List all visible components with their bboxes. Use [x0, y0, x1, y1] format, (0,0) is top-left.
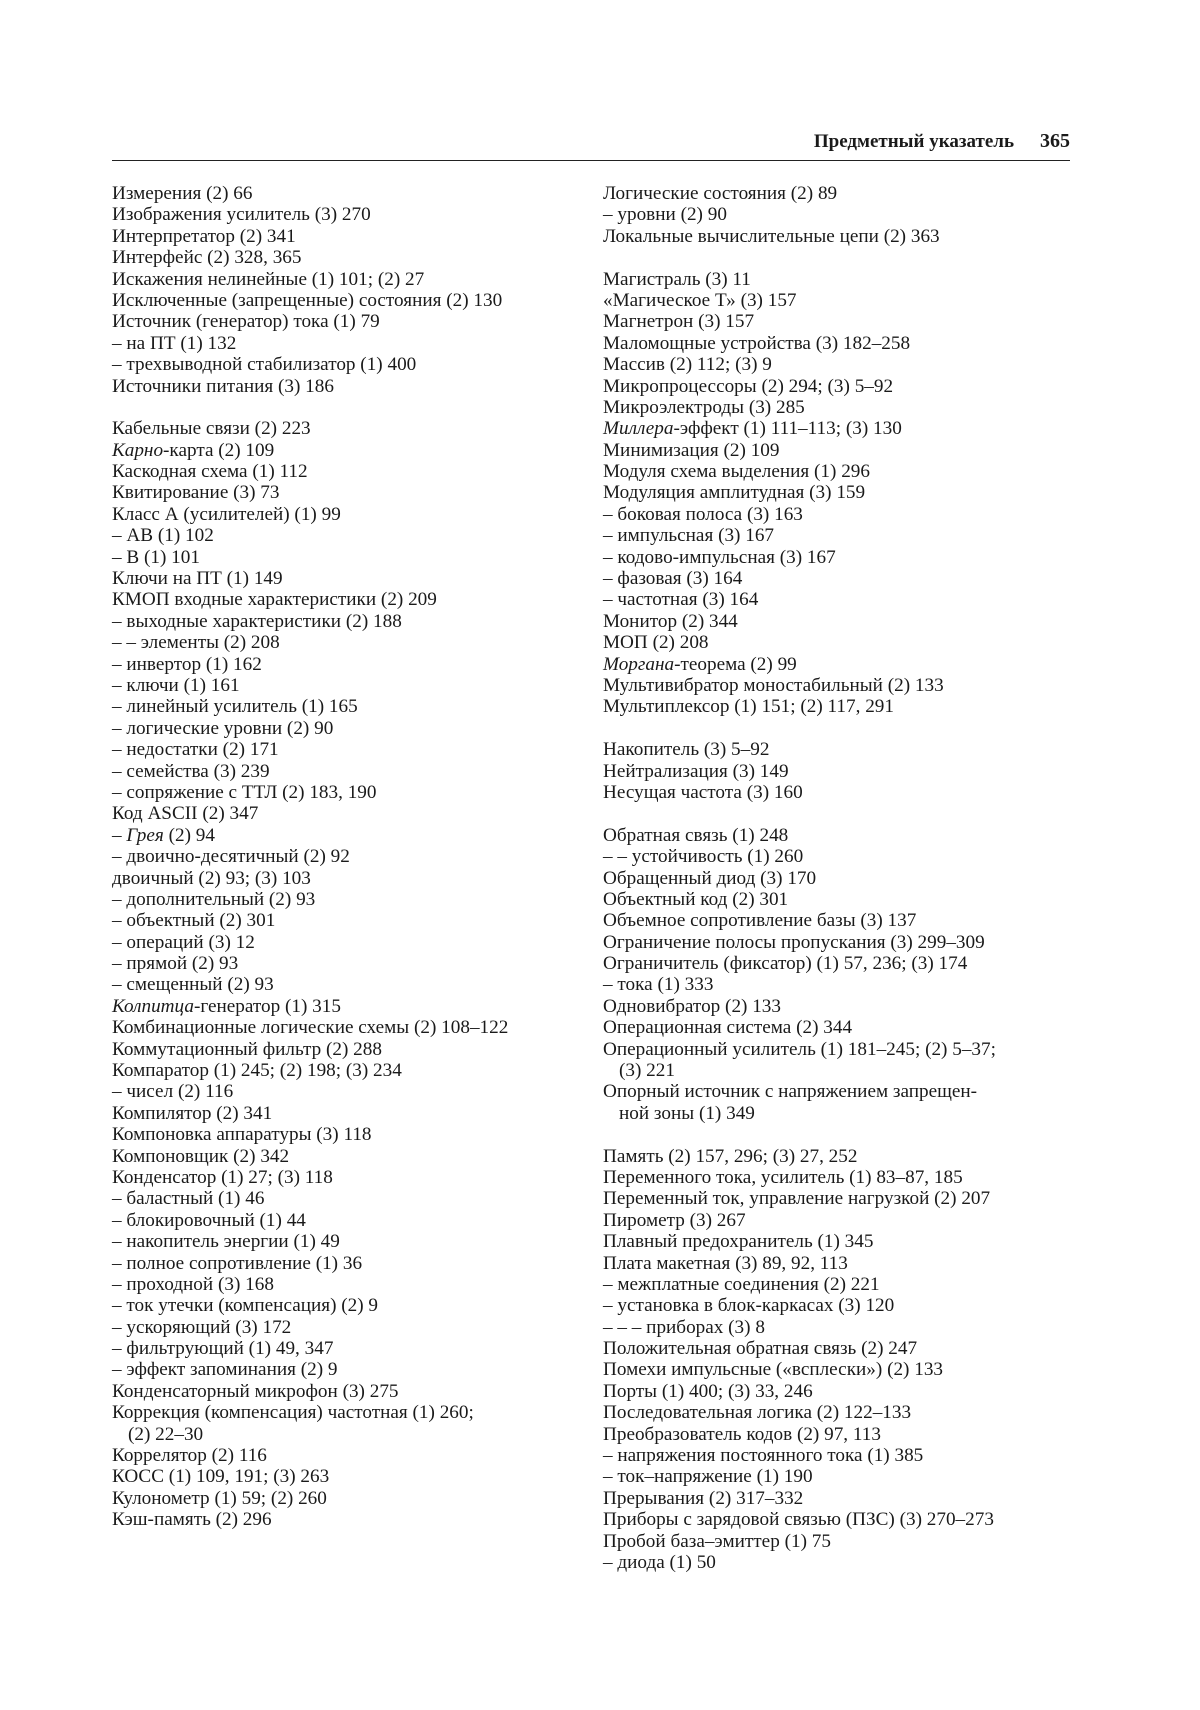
index-entry: – трехвыводной стабилизатор (1) 400	[112, 354, 417, 376]
index-entry: Коррелятор (2) 116	[112, 1445, 267, 1467]
index-entry: – частотная (3) 164	[603, 589, 759, 611]
index-entry: Приборы с зарядовой связью (ПЗС) (3) 270–273	[603, 1509, 994, 1531]
index-entry: Модуля схема выделения (1) 296	[603, 461, 870, 483]
index-entry: – эффект запоминания (2) 9	[112, 1359, 338, 1381]
index-entry: Код ASCII (2) 347	[112, 803, 259, 825]
index-entry: Монитор (2) 344	[603, 610, 738, 632]
index-entry: Интерпретатор (2) 341	[112, 225, 296, 247]
index-entry: МОП (2) 208	[603, 632, 709, 654]
index-entry: Несущая частота (3) 160	[603, 781, 803, 803]
index-entry: Класс А (усилителей) (1) 99	[112, 503, 341, 525]
index-entry: Магистраль (3) 11	[603, 268, 751, 290]
index-entry: Карно-карта (2) 109	[112, 439, 275, 461]
index-entry: Пирометр (3) 267	[603, 1209, 746, 1231]
index-entry: Операционный усилитель (1) 181–245; (2) 5–37;	[603, 1038, 996, 1060]
index-entry: Каскодная схема (1) 112	[112, 461, 308, 483]
index-entry: Измерения (2) 66	[112, 183, 253, 204]
index-entry: – прямой (2) 93	[112, 953, 239, 975]
index-entry: КОСС (1) 109, 191; (3) 263	[112, 1466, 330, 1488]
index-entry: Кабельные связи (2) 223	[112, 418, 311, 440]
index-entry: – операций (3) 12	[112, 931, 255, 953]
index-entry: (3) 221	[619, 1060, 675, 1082]
index-entry: Маломощные устройства (3) 182–258	[603, 332, 911, 354]
index-gap	[603, 803, 1073, 824]
index-entry: Плата макетная (3) 89, 92, 113	[603, 1252, 848, 1274]
index-entry: – логические уровни (2) 90	[112, 717, 334, 739]
index-entry: Объектный код (2) 301	[603, 888, 789, 910]
index-entry: – межплатные соединения (2) 221	[603, 1273, 880, 1295]
index-entry: Компоновка аппаратуры (3) 118	[112, 1124, 372, 1146]
index-entry: Опорный источник с напряжением запрещен-	[603, 1081, 978, 1103]
index-entry: – В (1) 101	[112, 546, 200, 568]
index-entry: ной зоны (1) 349	[619, 1102, 755, 1124]
index-entry: Массив (2) 112; (3) 9	[603, 354, 772, 376]
index-entry: – ток–напряжение (1) 190	[603, 1466, 813, 1488]
index-entry: – смещенный (2) 93	[112, 974, 274, 996]
index-entry: Переменного тока, усилитель (1) 83–87, 185	[603, 1166, 963, 1188]
index-entry: Модуляция амплитудная (3) 159	[603, 482, 866, 504]
index-entry: Плавный предохранитель (1) 345	[603, 1231, 874, 1253]
index-entry: – уровни (2) 90	[603, 204, 727, 226]
index-entry: КМОП входные характеристики (2) 209	[112, 589, 437, 611]
index-entry: Комбинационные логические схемы (2) 108–122	[112, 1017, 509, 1039]
index-entry: Квитирование (3) 73	[112, 482, 280, 504]
index-entry: – – – приборах (3) 8	[603, 1316, 765, 1338]
index-entry: Операционная система (2) 344	[603, 1017, 853, 1039]
index-entry: Исключенные (запрещенные) состояния (2) 130	[112, 289, 503, 311]
index-entry: Компилятор (2) 341	[112, 1102, 273, 1124]
index-entry: Коррекция (компенсация) частотная (1) 260;	[112, 1402, 474, 1424]
index-entry: – накопитель энергии (1) 49	[112, 1231, 340, 1253]
index-entry: – кодово-импульсная (3) 167	[603, 546, 836, 568]
index-entry: – АВ (1) 102	[112, 525, 214, 547]
index-entry: Коммутационный фильтр (2) 288	[112, 1038, 382, 1060]
index-entry: – диода (1) 50	[603, 1552, 716, 1573]
index-entry: – семейства (3) 239	[112, 760, 270, 782]
index-entry: Минимизация (2) 109	[603, 439, 780, 461]
index-entry: Компаратор (1) 245; (2) 198; (3) 234	[112, 1060, 402, 1082]
index-entry: Микроэлектроды (3) 285	[603, 396, 805, 418]
index-entry: – боковая полоса (3) 163	[603, 503, 803, 525]
index-entry: – на ПТ (1) 132	[112, 332, 237, 354]
page-number: 365	[1040, 130, 1070, 152]
index-entry: Компоновщик (2) 342	[112, 1145, 290, 1167]
index-entry: Магнетрон (3) 157	[603, 311, 755, 333]
index-entry: двоичный (2) 93; (3) 103	[112, 867, 311, 889]
page-header	[112, 130, 1070, 161]
index-entry: Мультиплексор (1) 151; (2) 117, 291	[603, 696, 894, 718]
index-entry: Обратная связь (1) 248	[603, 824, 789, 846]
index-entry: Локальные вычислительные цепи (2) 363	[603, 225, 940, 247]
index-entry: – двоично-десятичный (2) 92	[112, 846, 350, 868]
index-entry: – блокировочный (1) 44	[112, 1209, 306, 1231]
index-entry: Порты (1) 400; (3) 33, 246	[603, 1380, 813, 1402]
index-entry: Объемное сопротивление базы (3) 137	[603, 910, 917, 932]
index-gap	[112, 397, 578, 418]
index-entry: Миллера-эффект (1) 111–113; (3) 130	[603, 418, 902, 440]
index-entry: Накопитель (3) 5–92	[603, 739, 770, 761]
index-gap	[603, 718, 1073, 739]
index-entry: – установка в блок-каркасах (3) 120	[603, 1295, 895, 1317]
index-entry: Кулонометр (1) 59; (2) 260	[112, 1487, 327, 1509]
index-entry: – импульсная (3) 167	[603, 525, 775, 547]
index-entry: Моргана-теорема (2) 99	[603, 653, 797, 675]
index-column-left	[112, 183, 578, 1531]
index-entry: Интерфейс (2) 328, 365	[112, 247, 302, 269]
index-entry: – линейный усилитель (1) 165	[112, 696, 358, 718]
index-entry: – – устойчивость (1) 260	[603, 846, 804, 868]
index-entry: – фильтрующий (1) 49, 347	[112, 1338, 334, 1360]
index-entry: Обращенный диод (3) 170	[603, 867, 817, 889]
index-column-right	[603, 183, 1073, 1573]
index-entry: Положительная обратная связь (2) 247	[603, 1338, 918, 1360]
index-entry: – ток утечки (компенсация) (2) 9	[112, 1295, 379, 1317]
index-entry: Последовательная логика (2) 122–133	[603, 1402, 912, 1424]
index-entry: – тока (1) 333	[603, 974, 714, 996]
index-entry: Колпитца-генератор (1) 315	[112, 995, 341, 1017]
index-entry: Искажения нелинейные (1) 101; (2) 27	[112, 268, 425, 290]
index-entry: – фазовая (3) 164	[603, 568, 743, 590]
index-entry: – инвертор (1) 162	[112, 653, 262, 675]
index-entry: Изображения усилитель (3) 270	[112, 204, 371, 226]
index-entry: Ограничитель (фиксатор) (1) 57, 236; (3) 174	[603, 953, 968, 975]
index-entry: – напряжения постоянного тока (1) 385	[603, 1445, 924, 1467]
index-entry: – недостатки (2) 171	[112, 739, 279, 761]
index-entry: Прерывания (2) 317–332	[603, 1487, 804, 1509]
index-entry: Конденсатор (1) 27; (3) 118	[112, 1166, 333, 1188]
index-entry: Ограничение полосы пропускания (3) 299–309	[603, 931, 985, 953]
index-entry: (2) 22–30	[128, 1423, 204, 1445]
index-entry: – проходной (3) 168	[112, 1273, 274, 1295]
index-entry: Помехи импульсные («всплески») (2) 133	[603, 1359, 944, 1381]
index-entry: Одновибратор (2) 133	[603, 995, 781, 1017]
index-entry: – выходные характеристики (2) 188	[112, 610, 402, 632]
index-entry: – дополнительный (2) 93	[112, 888, 316, 910]
index-entry: – баластный (1) 46	[112, 1188, 265, 1210]
index-gap	[603, 247, 1073, 268]
index-entry: «Магическое Т» (3) 157	[603, 289, 797, 311]
index-entry: – – элементы (2) 208	[112, 632, 280, 654]
index-entry: Источники питания (3) 186	[112, 375, 334, 397]
running-title: Предметный указатель	[813, 131, 1014, 152]
index-entry: – чисел (2) 116	[112, 1081, 234, 1103]
index-entry: Нейтрализация (3) 149	[603, 760, 789, 782]
index-entry: Пробой база–эмиттер (1) 75	[603, 1530, 831, 1552]
index-entry: – ускоряющий (3) 172	[112, 1316, 292, 1338]
index-entry: Мультивибратор моностабильный (2) 133	[603, 674, 944, 696]
index-entry: – Грея (2) 94	[112, 824, 215, 846]
index-entry: – ключи (1) 161	[112, 674, 240, 696]
index-entry: – сопряжение с ТТЛ (2) 183, 190	[112, 781, 377, 803]
index-entry: Переменный ток, управление нагрузкой (2) 207	[603, 1188, 991, 1210]
index-entry: Ключи на ПТ (1) 149	[112, 568, 283, 590]
index-gap	[603, 1124, 1073, 1145]
index-entry: Память (2) 157, 296; (3) 27, 252	[603, 1145, 858, 1167]
index-entry: Логические состояния (2) 89	[603, 183, 838, 204]
index-entry: Преобразователь кодов (2) 97, 113	[603, 1423, 881, 1445]
index-entry: Кэш-память (2) 296	[112, 1509, 272, 1531]
index-entry: Микропроцессоры (2) 294; (3) 5–92	[603, 375, 894, 397]
index-entry: Конденсаторный микрофон (3) 275	[112, 1380, 399, 1402]
index-entry: – полное сопротивление (1) 36	[112, 1252, 363, 1274]
index-entry: Источник (генератор) тока (1) 79	[112, 311, 380, 333]
index-entry: – объектный (2) 301	[112, 910, 276, 932]
